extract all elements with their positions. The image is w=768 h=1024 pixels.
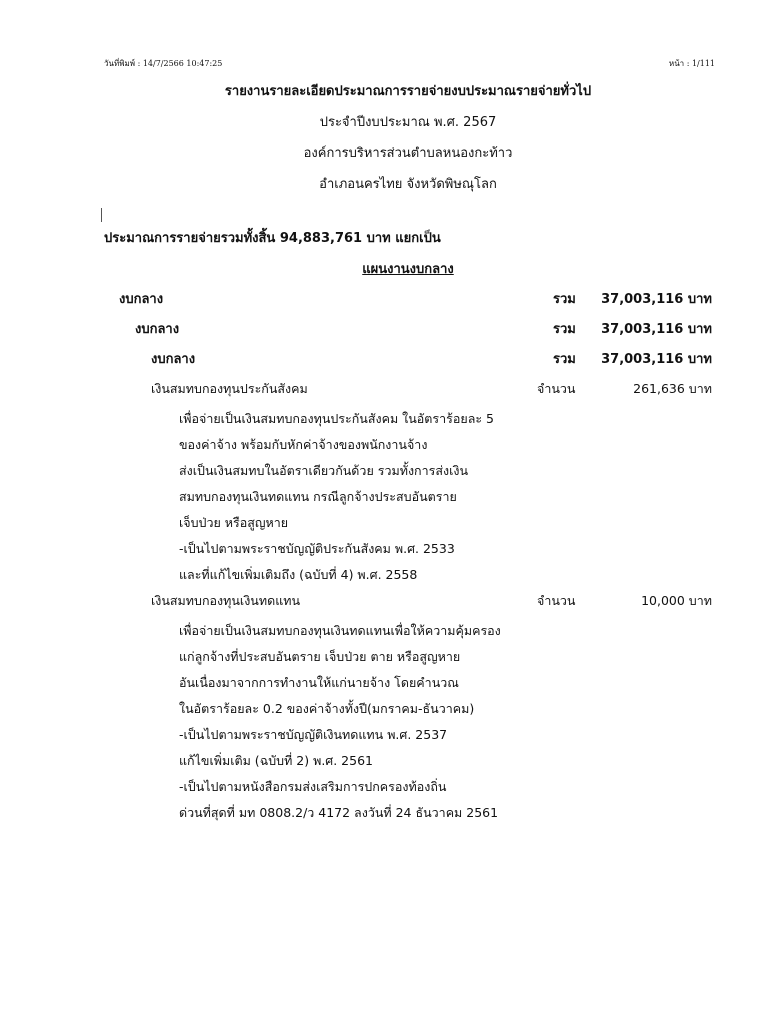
item-description-line: ของค่าจ้าง พร้อมกับหักค่าจ้างของพนักงานจ้าง [179,437,428,452]
item-description-line: เพื่อจ่ายเป็นเงินสมทบกองทุนเงินทดแทนเพื่อให้ความคุ้มครอง [179,623,501,638]
item-description-line: ในอัตราร้อยละ 0.2 ของค่าจ้างทั้งปี(มกราคม-ธันวาคม) [179,701,475,716]
item-description-line: เพื่อจ่ายเป็นเงินสมทบกองทุนประกันสังคม ในอัตราร้อยละ 5 [179,411,495,426]
item-description-line: แก้ไขเพิ่มเติม (ฉบับที่ 2) พ.ศ. 2561 [179,753,373,768]
total-expenditure: ประมาณการรายจ่ายรวมทั้งสิ้น 94,883,761 บาท แยกเป็น [104,231,441,246]
plan-title: แผนงานงบกลาง [362,262,454,277]
item-description-line: -เป็นไปตามพระราชบัญญัติเงินทดแทน พ.ศ. 2537 [179,727,448,742]
item-description-line: แก่ลูกจ้างที่ประสบอันตราย เจ็บป่วย ตาย หรือสูญหาย [179,649,461,664]
print-date: วันที่พิมพ์ : 14/7/2566 10:47:25 [104,59,223,68]
level-amount: 37,003,116 บาท [601,292,712,307]
location: อำเภอนครไทย จังหวัดพิษณุโลก [319,177,497,192]
item-amount: 10,000 บาท [641,593,712,608]
page-number: หน้า : 1/111 [668,59,715,68]
item-description-line: -เป็นไปตามพระราชบัญญัติประกันสังคม พ.ศ. 2533 [179,541,455,556]
level-label: งบกลาง [119,292,164,307]
report-title: รายงานรายละเอียดประมาณการรายจ่ายงบประมาณรายจ่ายทั่วไป [224,84,592,99]
item-description-line: ส่งเป็นเงินสมทบในอัตราเดียวกันด้วย รวมทั้งการส่งเงิน [179,463,469,478]
item-description-line: -เป็นไปตามหนังสือกรมส่งเสริมการปกครองท้องถิ่น [179,779,447,794]
level-sum-label: รวม [553,292,576,307]
item-qty-label: จำนวน [537,593,576,608]
item-description-line: เจ็บป่วย หรือสูญหาย [179,515,289,530]
item-description-line: สมทบกองทุนเงินทดแทน กรณีลูกจ้างประสบอันตราย [179,489,457,504]
organization-name: องค์การบริหารส่วนตำบลหนองกะท้าว [303,146,513,161]
item-amount: 261,636 บาท [633,381,712,396]
item-description-line: และที่แก้ไขเพิ่มเติมถึง (ฉบับที่ 4) พ.ศ. 2558 [179,567,418,582]
item-description-line: ด่วนที่สุดที่ มท 0808.2/ว 4172 ลงวันที่ 24 ธันวาคม 2561 [179,805,499,820]
level-sum-label: รวม [553,352,576,367]
level-label: งบกลาง [151,352,196,367]
level-amount: 37,003,116 บาท [601,322,712,337]
level-sum-label: รวม [553,322,576,337]
item-name: เงินสมทบกองทุนเงินทดแทน [151,593,301,608]
item-name: เงินสมทบกองทุนประกันสังคม [151,381,308,396]
margin-mark [101,208,102,222]
fiscal-year: ประจำปีงบประมาณ พ.ศ. 2567 [319,115,497,130]
level-amount: 37,003,116 บาท [601,352,712,367]
item-description-line: อันเนื่องมาจากการทำงานให้แก่นายจ้าง โดยคำนวณ [179,675,459,690]
item-qty-label: จำนวน [537,381,576,396]
level-label: งบกลาง [135,322,180,337]
